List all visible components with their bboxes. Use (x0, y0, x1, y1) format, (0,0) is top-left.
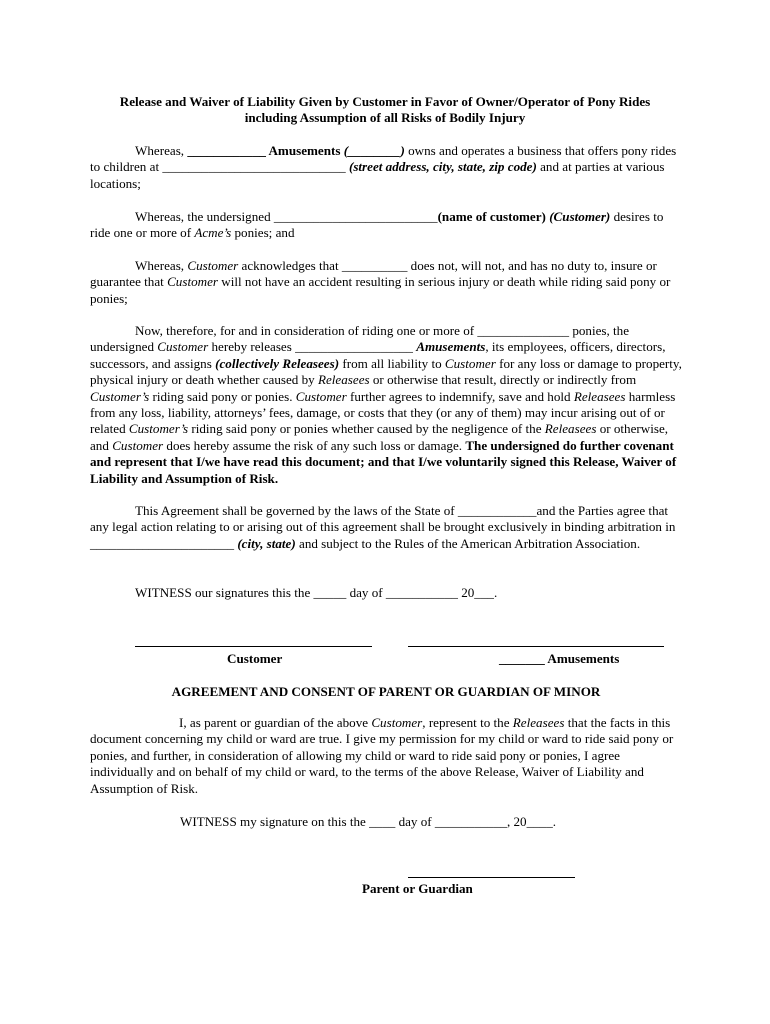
paragraph-whereas-customer: Whereas, the undersigned _________________________(name of customer) (Customer) desires to ride one or more of Acme’s ponies; and (90, 209, 664, 241)
witness-line-1: WITNESS our signatures this the _____ day of ___________ 20___. (135, 585, 498, 600)
customer-signature-label: Customer (227, 651, 283, 666)
title-line-1: Release and Waiver of Liability Given by Customer in Favor of Owner/Operator of Pony Rides (119, 94, 651, 109)
document-title (80, 94, 690, 127)
paragraph-parent-consent: I, as parent or guardian of the above Customer, represent to the Releasees that the facts in this document concerning my child or ward are true. I give my permission for my child or ward to ride said pony or ponies, and further, in consideration of allowing my child or ward to ride said pony or ponies, I agree individually and on behalf of my child or ward, to the terms of the above Release, Waiver of Liability and Assumption of Risk. (90, 715, 674, 796)
amusements-signature-line (408, 646, 664, 647)
witness-line-2: WITNESS my signature on this the ____ day of ___________, 20____. (180, 814, 557, 829)
parent-signature-label: Parent or Guardian (362, 881, 473, 896)
paragraph-governing-law: This Agreement shall be governed by the laws of the State of ____________and the Parties agree that any legal action relating to or arising out of this agreement shall be brought exclusively in binding arbitration in ______________________ (city, state) and subject to the Rules of the American Arbitration Association. (90, 503, 676, 551)
amusements-signature-label: _______ Amusements (499, 651, 620, 666)
paragraph-release: Now, therefore, for and in consideration of riding one or more of ______________ ponies, the undersigned Customer hereby releases __________________ Amusements, its employees, officers, directors, successors, and assigns (collectively Releasees) from all liability to Customer for any loss or damage to property, physical injury or death whether caused by Releasees or otherwise that result, directly or indirectly from Customer’s riding said pony or ponies. Customer further agrees to indemnify, save and hold Releasees harmless from any loss, liability, attorneys’ fees, damage, or costs that they (or any of them) may incur arising out of or related Customer’s riding said pony or ponies whether caused by the negligence of the Releasees or otherwise, and Customer does hereby assume the risk of any such loss or damage. The undersigned do further covenant and represent that I/we have read this document; and that I/we voluntarily signed this Release, Waiver of Liability and Assumption of Risk. (90, 323, 682, 486)
paragraph-whereas-business: Whereas, ____________ Amusements (________) owns and operates a business that offers pony rides to children at ____________________________ (street address, city, state, zip code) and at parties at various locations; (90, 143, 677, 191)
paragraph-whereas-acknowledges: Whereas, Customer acknowledges that __________ does not, will not, and has no duty to, insure or guarantee that Customer will not have an accident resulting in serious injury or death while riding said pony or ponies; (90, 258, 671, 306)
parent-consent-heading: AGREEMENT AND CONSENT OF PARENT OR GUARDIAN OF MINOR (171, 684, 601, 699)
customer-signature-line (135, 646, 372, 647)
parent-signature-line (408, 877, 575, 878)
title-line-2: including Assumption of all Risks of Bodily Injury (244, 110, 526, 126)
